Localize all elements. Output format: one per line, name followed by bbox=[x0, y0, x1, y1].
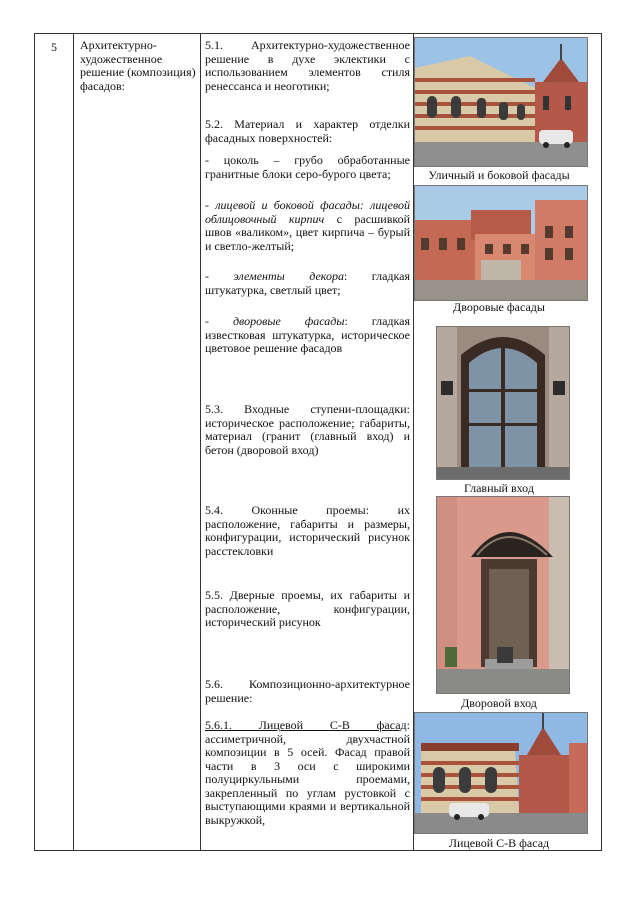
item-5-5-text: 5.5. Дверные проемы, их габариты и расположение, конфигурации, исторический рисунок bbox=[205, 588, 410, 629]
item-5-2-c bbox=[205, 270, 410, 297]
item-5-2-d-label: дворовые фасады bbox=[232, 314, 345, 328]
photo-street-facade bbox=[414, 37, 588, 167]
item-5-2-a bbox=[205, 154, 410, 181]
caption-photo3: Главный вход bbox=[464, 481, 534, 495]
photo-front-facade bbox=[414, 712, 588, 834]
item-5-1 bbox=[205, 39, 410, 93]
photo-main-entrance bbox=[436, 326, 570, 480]
item-5-1-text: 5.1. Архитектурно-художественное решение в духе эклектики с использованием элементов стиля ренессанса и неоготики; bbox=[205, 38, 410, 93]
item-5-4-text: 5.4. Оконные проемы: их расположение, габариты и размеры, конфигурации, исторический рисунок расстекловки bbox=[205, 503, 410, 558]
item-5-3-text: 5.3. Входные ступени-площадки: историческое расположение; габариты, материал (гранит (главный вход) и бетон (дворовой вход) bbox=[205, 402, 410, 457]
item-5-6-text: 5.6. Композиционно-архитектурное решение: bbox=[205, 677, 410, 705]
item-5-2-a-text: - цоколь – грубо обработанные гранитные блоки серо-бурого цвета; bbox=[205, 153, 410, 181]
dash: - bbox=[205, 198, 209, 212]
column-divider bbox=[73, 34, 74, 850]
item-5-3 bbox=[205, 403, 410, 457]
item-5-4 bbox=[205, 504, 410, 558]
row-subject: Архитектурно-художественное решение (композиция) фасадов: bbox=[80, 38, 196, 93]
item-5-2-c-text: : гладкая штукатурка, светлый цвет; bbox=[205, 269, 410, 297]
column-divider bbox=[200, 34, 201, 850]
item-5-6-1-label: 5.6.1. Лицевой С-В фасад bbox=[205, 718, 407, 732]
item-5-6-1 bbox=[205, 719, 410, 827]
item-5-2-b bbox=[205, 199, 410, 253]
item-5-6-1-text: : ассиметричной, двухчастной композиции в 5 осей. Фасад правой части в 3 оси с широкими полуциркульными проемами, закрепленный по углам рустовкой с выступающими краями и вертикальной выкружкой, bbox=[205, 718, 410, 827]
photo-courtyard-facades bbox=[414, 185, 588, 301]
item-5-2-title: 5.2. Материал и характер отделки фасадных поверхностей: bbox=[205, 117, 410, 145]
item-5-2 bbox=[205, 118, 410, 145]
caption-photo5: Лицевой С-В фасад bbox=[448, 836, 550, 850]
item-5-6 bbox=[205, 678, 410, 705]
item-5-2-b-text: с расшивкой швов «валиком», цвет кирпича – бурый и светло-желтый; bbox=[205, 211, 411, 253]
item-5-2-b-label: лицевой и боковой фасады: лицевой облицовочный кирпич bbox=[205, 198, 410, 226]
row-number: 5 bbox=[51, 40, 57, 54]
photo-courtyard-entrance bbox=[436, 496, 570, 694]
dash: - bbox=[205, 314, 209, 328]
dash: - bbox=[205, 269, 209, 283]
caption-photo4: Дворовой вход bbox=[461, 696, 537, 710]
item-5-2-c-label: элементы декора bbox=[233, 269, 344, 283]
item-5-2-d-text: : гладкая известковая штукатурка, историческое цветовое решение фасадов bbox=[205, 314, 411, 355]
caption-photo2: Дворовые фасады bbox=[453, 300, 545, 314]
caption-photo1: Уличный и боковой фасады bbox=[428, 168, 570, 182]
item-5-5 bbox=[205, 589, 410, 630]
item-5-2-d bbox=[205, 315, 410, 356]
